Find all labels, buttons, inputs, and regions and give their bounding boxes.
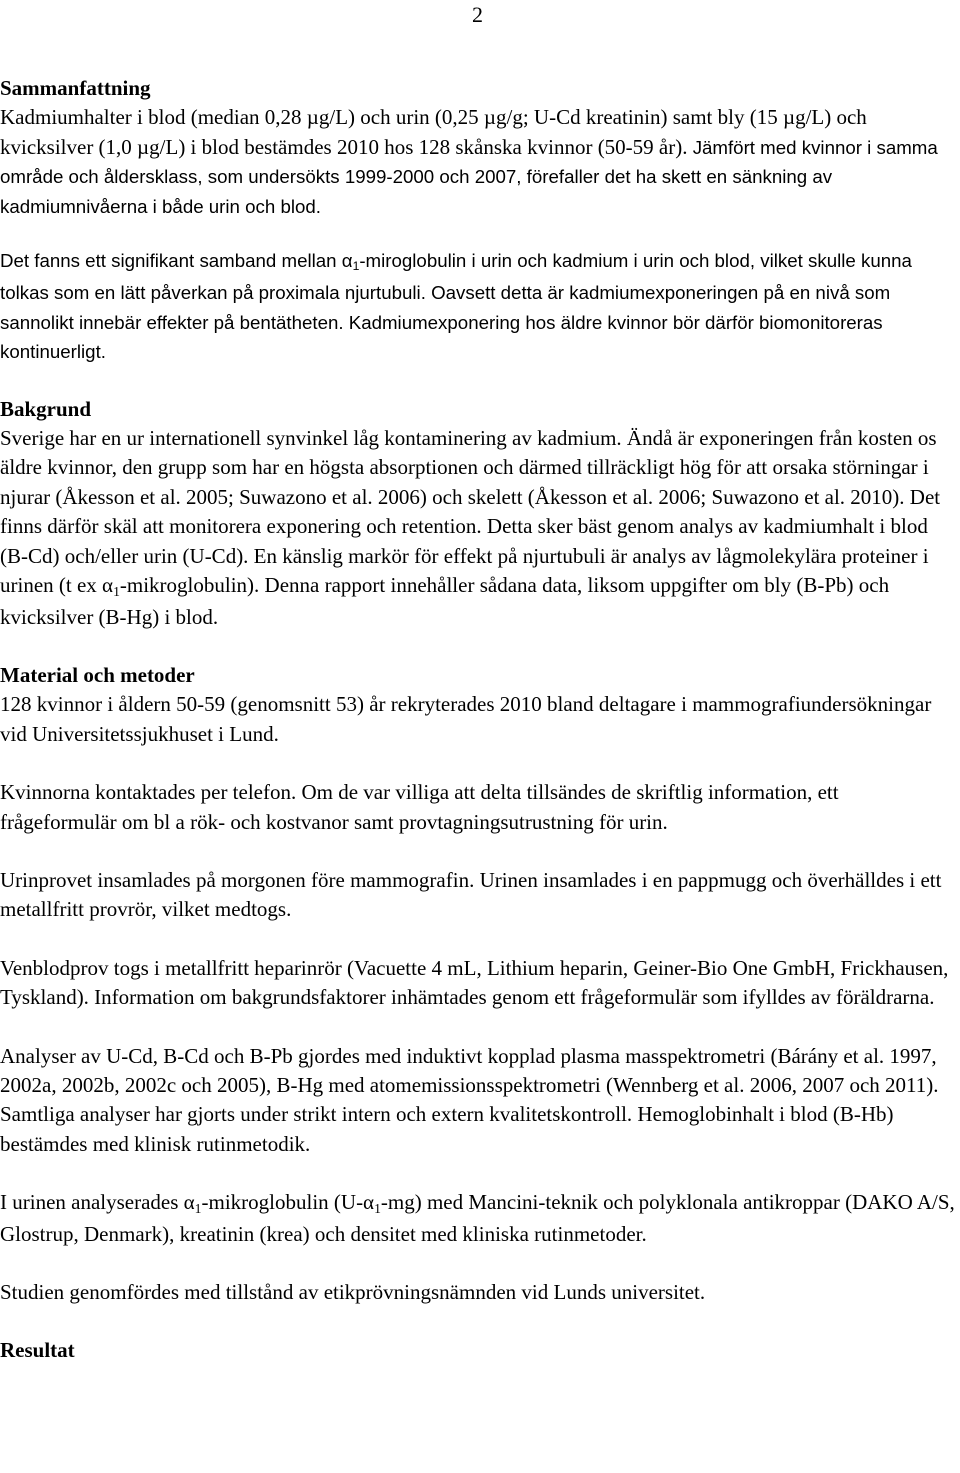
summary-finding-text-pre: Det fanns ett signifikant samband mellan α bbox=[0, 250, 353, 272]
methods-paragraph-contact: Kvinnorna kontaktades per telefon. Om de var villiga att delta tillsändes de skriftlig information, ett frågeformulär om bl a rök- och kostvanor samt provtagningsutrustning för urin. bbox=[0, 780, 839, 834]
methods-paragraph-participants: 128 kvinnor i åldern 50-59 (genomsnitt 53) år rekryterades 2010 bland deltagare i mammografiundersökningar vid Universitetssjukhuset i Lund. bbox=[0, 692, 932, 746]
alpha-subscript: 1 bbox=[194, 1200, 202, 1216]
section-heading-resultat: Resultat bbox=[0, 1338, 75, 1363]
document-body bbox=[0, 74, 958, 1366]
summary-finding-text-post: -miroglobulin i urin och kadmium i urin och blod, vilket skulle kunna tolkas som en lätt påverkan på proximala njurtubuli. Oavsett detta är kadmiumexponeringen på en nivå som sannolikt innebär effekter på bentätheten. Kadmiumexponering hos äldre kvinnor bör därför biomonitoreras kontinuerligt. bbox=[0, 250, 912, 363]
background-text-pre: Sverige har en ur internationell synvinkel låg kontaminering av kadmium. Ändå är exponeringen från kosten os äldre kvinnor, den grupp som har en högsta absorptionen och därmed tillräckligt hög för att orsaka störningar i njurar (Åkesson et al. 2005; Suwazono et al. 2006) och skelett (Åkesson et al. 2006; Suwazono et al. 2010). Det finns därför skäl att monitorera exponering och retention. Detta sker bäst genom analys av kadmiumhalt i blod (B-Cd) och/eller urin (U-Cd). En känslig markör för effekt på njurtubuli är analys av lågmolekylära proteiner i urinen (t ex α bbox=[0, 426, 941, 598]
summary-finding-paragraph bbox=[0, 246, 958, 367]
background-text-post: -mikroglobulin). Denna rapport innehåller sådana data, liksom uppgifter om bly (B-Pb) och kvicksilver (B-Hg) i blod. bbox=[0, 573, 890, 629]
section-heading-bakgrund: Bakgrund bbox=[0, 396, 92, 421]
urine-analysis-text-a: I urinen analyserades α bbox=[0, 1190, 195, 1215]
alpha-subscript: 1 bbox=[113, 583, 120, 599]
methods-paragraph-analyses: Analyser av U-Cd, B-Cd och B-Pb gjordes med induktivt kopplad plasma masspektrometri (Bárány et al. 1997, 2002a, 2002b, 2002c och 2005), B-Hg med atomemissionsspektrometri (Wennberg et al. 2006, 2007 och 2011). Samtliga analyser har gjorts under strikt intern och extern kvalitetskontroll. Hemoglobinhalt i blod (B-Hb) bestämdes med klinisk rutinmetodik. bbox=[0, 1043, 939, 1156]
alpha-subscript: 1 bbox=[374, 1200, 381, 1216]
section-heading-material: Material och metoder bbox=[0, 662, 195, 687]
summary-text-serif: Kadmiumhalter i blod (median 0,28 µg/L) och urin (0,25 µg/g; U-Cd kreatinin) samt bly (15 µg/L) och kvicksilver (1,0 µg/L) i blod bestämdes 2010 hos 128 skånska kvinnor (50-59 år). bbox=[0, 105, 867, 159]
section-heading-sammanfattning: Sammanfattning bbox=[0, 76, 151, 100]
methods-paragraph-urine: Urinprovet insamlades på morgonen före mammografin. Urinen insamlades i en pappmugg och överhälldes i ett metallfritt provrör, vilket medtogs. bbox=[0, 867, 942, 922]
methods-paragraph-blood: Venblodprov togs i metallfritt heparinrör (Vacuette 4 mL, Lithium heparin, Geiner-Bio One GmbH, Frickhausen, Tyskland). Information om bakgrundsfaktorer inhämtades genom ett frågeformulär som ifylldes av föräldrarna. bbox=[0, 955, 949, 1010]
background-paragraph bbox=[0, 424, 958, 632]
urine-analysis-text-c: -mg) med Mancini-teknik och polyklonala antikroppar (DAKO A/S, Glostrup, Denmark), kreatinin (krea) och densitet med kliniska rutinmetoder. bbox=[0, 1190, 955, 1246]
summary-paragraph bbox=[0, 103, 958, 221]
methods-paragraph-urine-analysis bbox=[0, 1188, 958, 1249]
summary-text-comparison: Jämfört med kvinnor i samma område och åldersklass, som undersökts 1999-2000 och 2007, förefaller det ha skett en sänkning av kadmiumnivåerna i både urin och blod. bbox=[0, 136, 938, 217]
page-number: 2 bbox=[472, 2, 483, 27]
methods-paragraph-ethics: Studien genomfördes med tillstånd av etikprövningsnämnden vid Lunds universitet. bbox=[0, 1280, 706, 1304]
urine-analysis-text-b: -mikroglobulin (U-α bbox=[201, 1190, 375, 1215]
alpha-subscript: 1 bbox=[352, 259, 360, 274]
